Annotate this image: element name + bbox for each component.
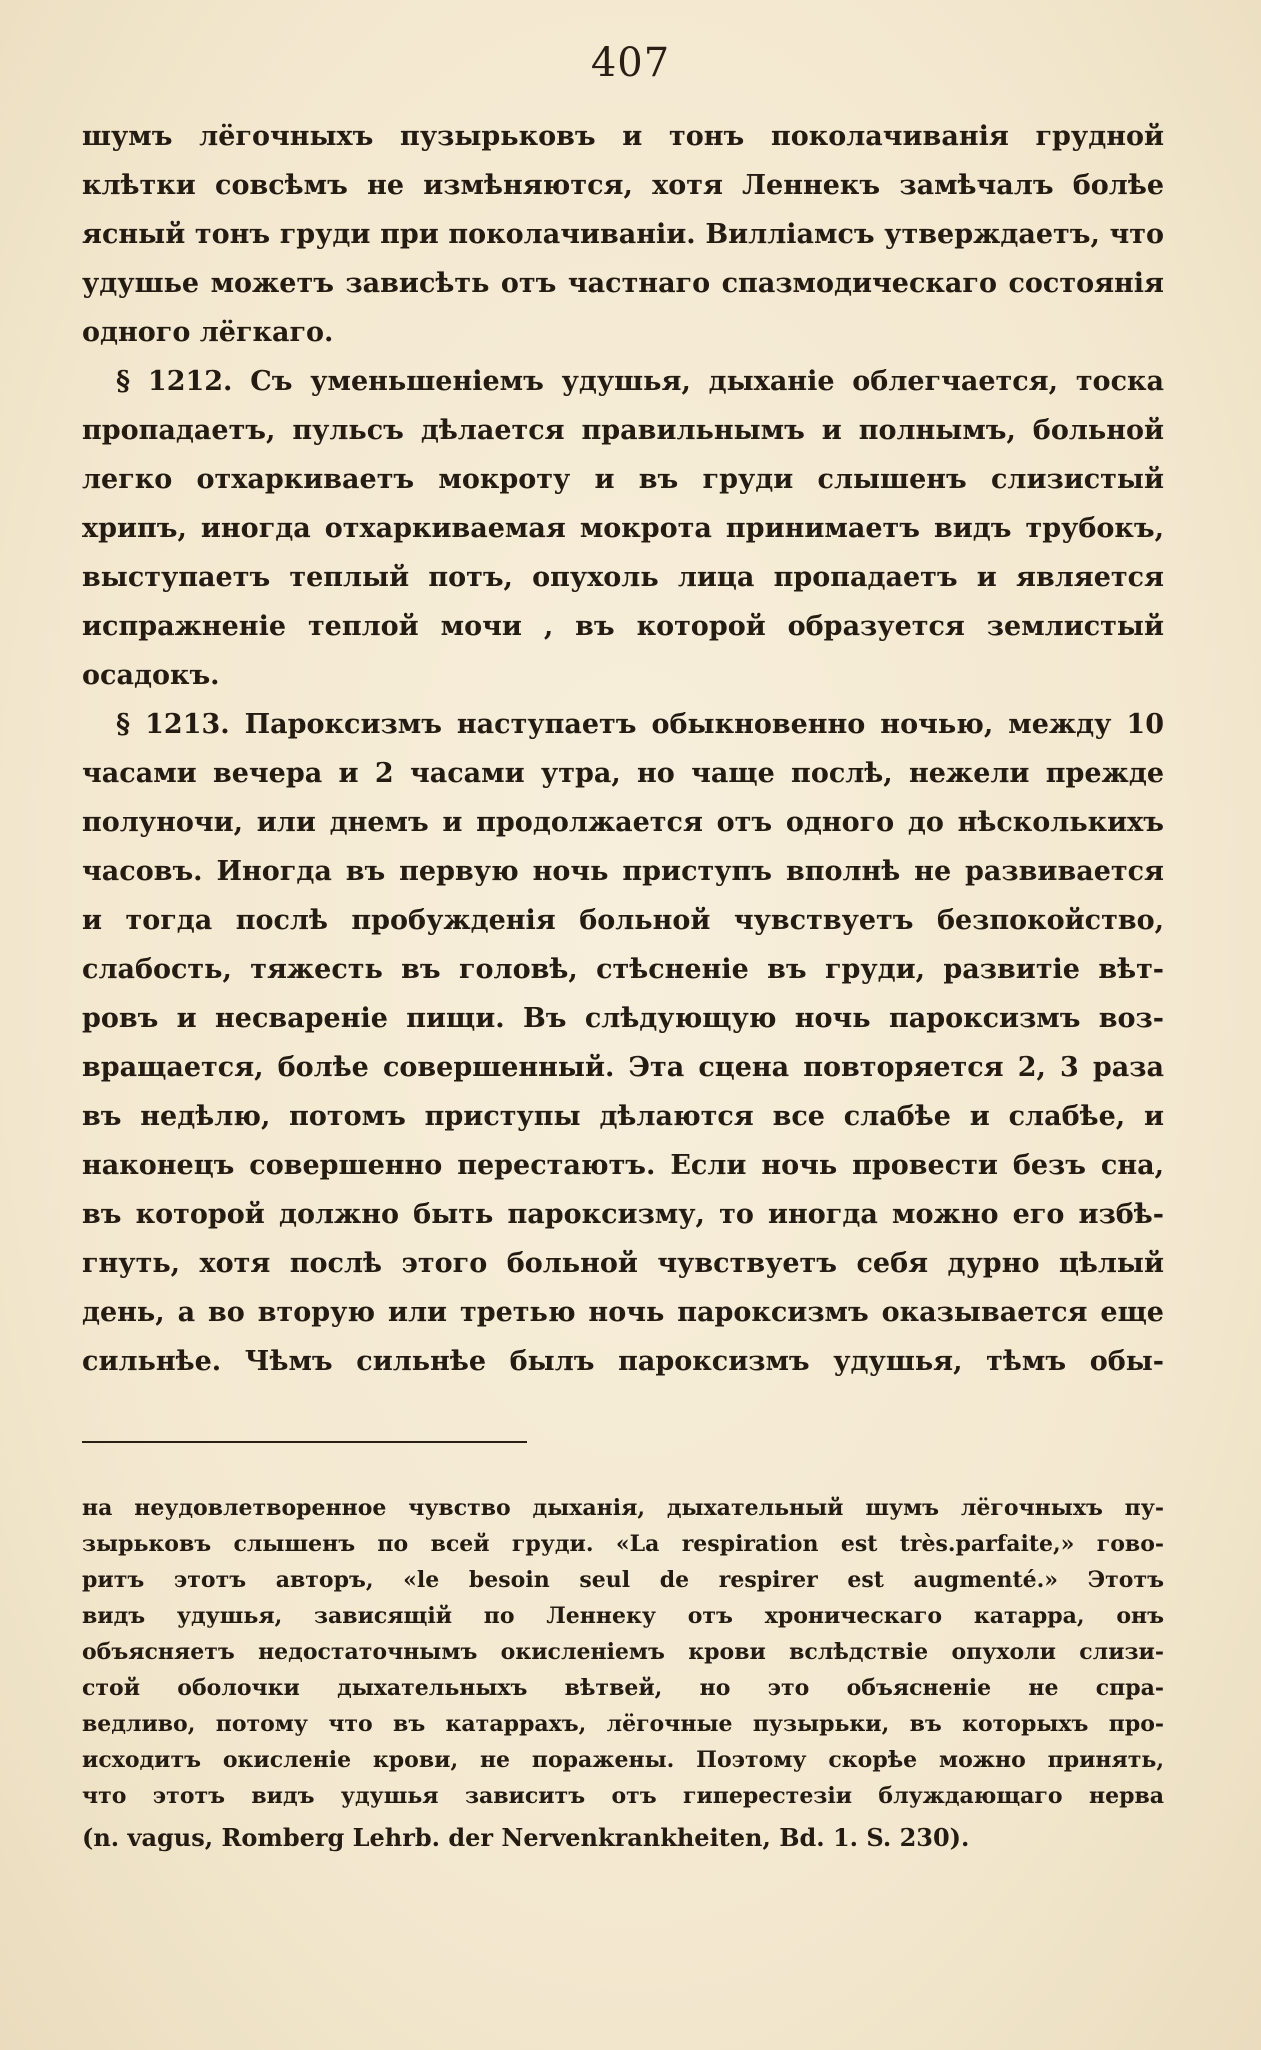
text-line: и тогда послѣ пробужденія больной чувствуетъ безпокойство, bbox=[82, 905, 1164, 936]
text-line: шумъ лёгочныхъ пузырьковъ и тонъ поколачиванія грудной bbox=[82, 121, 1164, 152]
footnote-line: зырьковъ слышенъ по всей груди. «La respiration est très.parfaite,» гово- bbox=[82, 1531, 1164, 1557]
text-line: клѣтки совсѣмъ не измѣняются, хотя Леннекъ замѣчалъ болѣе bbox=[82, 170, 1164, 201]
footnote-line: ведливо, потому что въ катаррахъ, лёгочные пузырьки, въ которыхъ про- bbox=[82, 1711, 1164, 1737]
text-line: легко отхаркиваетъ мокроту и въ груди слышенъ слизистый bbox=[82, 464, 1164, 495]
footnote-block bbox=[82, 1490, 1164, 1862]
main-text-block bbox=[82, 112, 1164, 1386]
footnote-line: исходитъ окисленіе крови, не поражены. Поэтому скорѣе можно принять, bbox=[82, 1747, 1164, 1773]
text-line: полуночи, или днемъ и продолжается отъ одного до нѣсколькихъ bbox=[82, 807, 1164, 838]
text-line: часовъ. Иногда въ первую ночь приступъ вполнѣ не развивается bbox=[82, 856, 1164, 887]
text-line: выступаетъ теплый потъ, опухоль лица пропадаетъ и является bbox=[82, 562, 1164, 593]
footnote-line: объясняетъ недостаточнымъ окисленіемъ крови вслѣдствіе опухоли слизи- bbox=[82, 1639, 1164, 1665]
text-line: ровъ и несвареніе пищи. Въ слѣдующую ночь пароксизмъ воз- bbox=[82, 1003, 1164, 1034]
footnote-line: ритъ этотъ авторъ, «le besoin seul de respirer est augmenté.» Этотъ bbox=[82, 1567, 1164, 1593]
text-line: пропадаетъ, пульсъ дѣлается правильнымъ и полнымъ, больной bbox=[82, 415, 1164, 446]
text-line: ясный тонъ груди при поколачиваніи. Вилліамсъ утверждаетъ, что bbox=[82, 219, 1164, 250]
footnote-line: что этотъ видъ удушья зависитъ отъ гиперестезіи блуждающаго нерва bbox=[82, 1783, 1164, 1809]
text-line: удушье можетъ зависѣть отъ частнаго спазмодическаго состоянія bbox=[82, 268, 1164, 299]
text-line: сильнѣе. Чѣмъ сильнѣе былъ пароксизмъ удушья, тѣмъ обы- bbox=[82, 1346, 1164, 1377]
text-line: въ которой должно быть пароксизму, то иногда можно его избѣ- bbox=[82, 1199, 1164, 1230]
text-line: гнуть, хотя послѣ этого больной чувствуетъ себя дурно цѣлый bbox=[82, 1248, 1164, 1279]
text-line: испражненіе теплой мочи , въ которой образуется землистый bbox=[82, 611, 1164, 642]
text-line: въ недѣлю, потомъ приступы дѣлаются все слабѣе и слабѣе, и bbox=[82, 1101, 1164, 1132]
footnote-line: на неудовлетворенное чувство дыханія, дыхательный шумъ лёгочныхъ пу- bbox=[82, 1495, 1164, 1521]
page-number: 407 bbox=[590, 40, 671, 86]
text-line: день, а во вторую или третью ночь пароксизмъ оказывается еще bbox=[82, 1297, 1164, 1328]
text-line: одного лёгкаго. bbox=[82, 317, 334, 348]
text-line: вращается, болѣе совершенный. Эта сцена повторяется 2, 3 раза bbox=[82, 1052, 1164, 1083]
text-line: слабость, тяжесть въ головѣ, стѣсненіе въ груди, развитіе вѣт- bbox=[82, 954, 1164, 985]
section-1213-heading-line: § 1213. Пароксизмъ наступаетъ обыкновенно ночью, между 10 bbox=[116, 709, 1164, 740]
footnote-citation-line: (n. vagus, Romberg Lehrb. der Nervenkrankheiten, Bd. 1. S. 230). bbox=[82, 1823, 970, 1852]
section-1212-heading-line: § 1212. Съ уменьшеніемъ удушья, дыханіе облегчается, тоска bbox=[116, 366, 1164, 397]
footnote-separator-rule bbox=[82, 1441, 527, 1443]
text-line: хрипъ, иногда отхаркиваемая мокрота принимаетъ видъ трубокъ, bbox=[82, 513, 1164, 544]
footnote-line: видъ удушья, зависящій по Леннеку отъ хроническаго катарра, онъ bbox=[82, 1603, 1164, 1629]
footnote-line: стой оболочки дыхательныхъ вѣтвей, но это объясненіе не спра- bbox=[82, 1675, 1164, 1701]
text-line: часами вечера и 2 часами утра, но чаще послѣ, нежели прежде bbox=[82, 758, 1164, 789]
text-line: наконецъ совершенно перестаютъ. Если ночь провести безъ сна, bbox=[82, 1150, 1164, 1181]
text-line: осадокъ. bbox=[82, 660, 220, 691]
